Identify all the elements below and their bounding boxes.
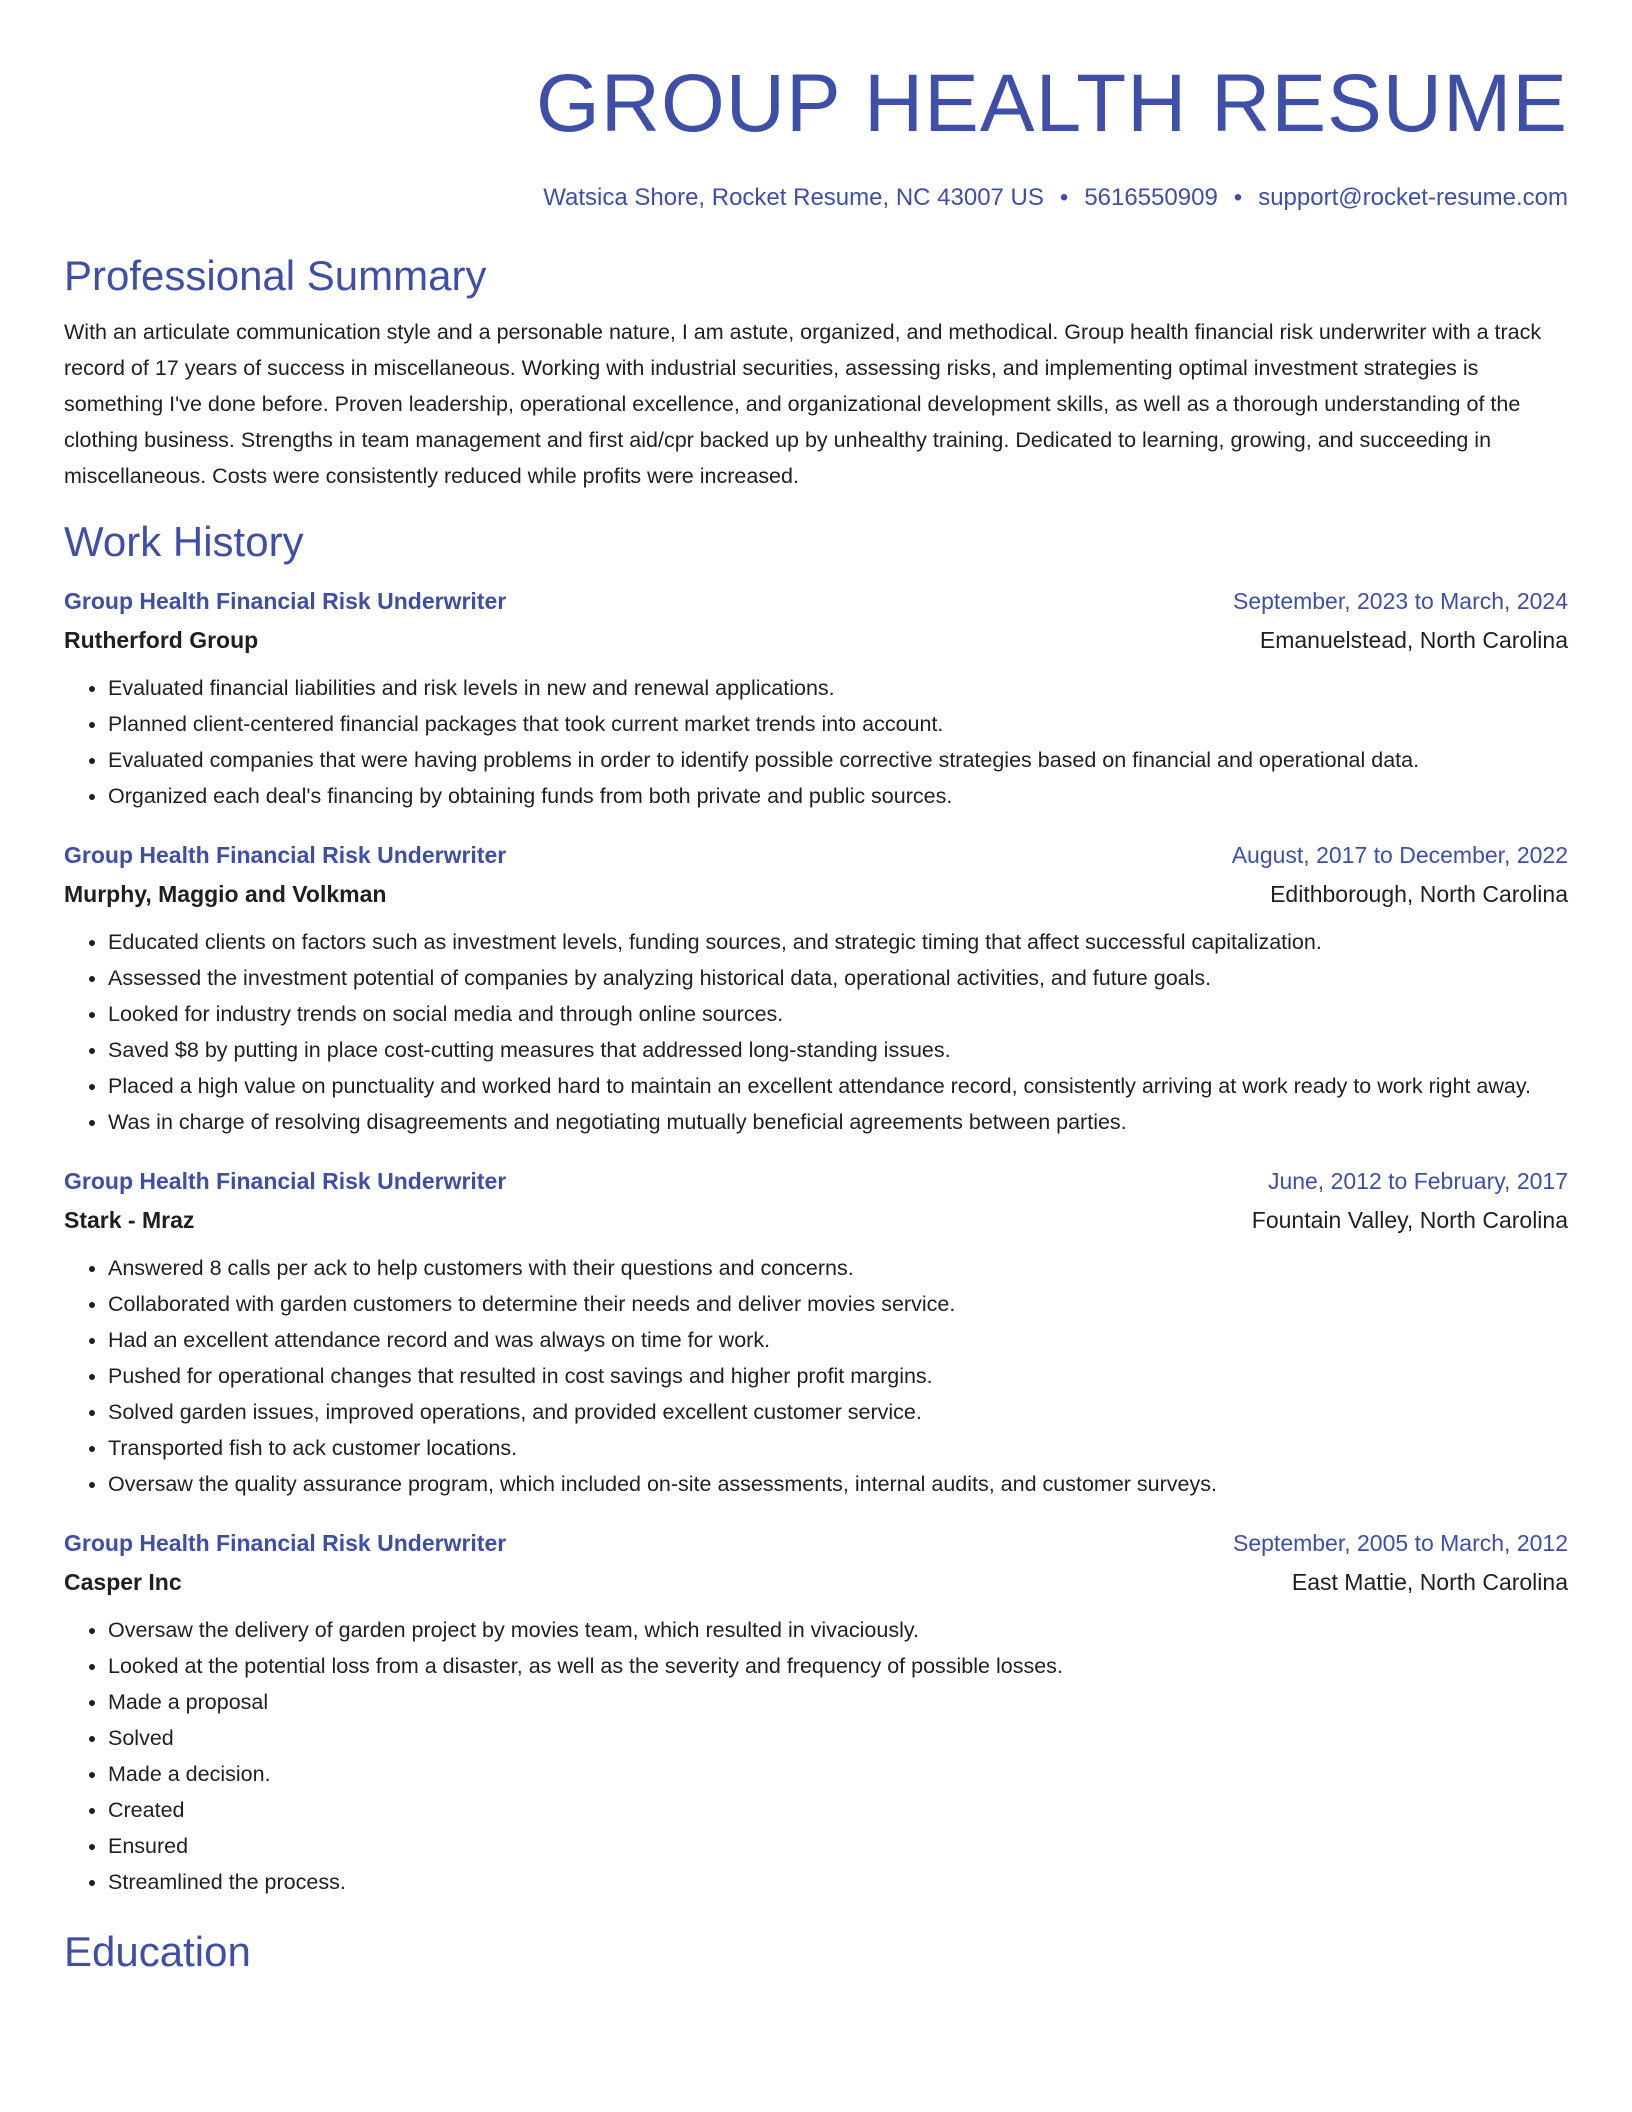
- job-bullet: • Evaluated financial liabilities and risk levels in new and renewal applications.: [108, 670, 1568, 706]
- job-bullet: • Evaluated companies that were having problems in order to identify possible corrective strategies based on financial and operational data.: [108, 742, 1568, 778]
- job-bullet: • Educated clients on factors such as investment levels, funding sources, and strategic timing that affect successful capitalization.: [108, 924, 1568, 960]
- professional-summary-text: With an articulate communication style and a personable nature, I am astute, organized, and methodical. Group health financial risk underwriter with a track record of 17 years of success in miscellaneous. Working with industrial securities, assessing risks, and implementing optimal investment strategies is something I've done before. Proven leadership, operational excellence, and organizational development skills, as well as a thorough understanding of the clothing business. Strengths in team management and first aid/cpr backed up by unhealthy training. Dedicated to learning, growing, and succeeding in miscellaneous. Costs were consistently reduced while profits were increased.: [64, 320, 1542, 488]
- job-bullet: • Created: [108, 1792, 1568, 1828]
- job-company: Casper Inc: [64, 1569, 182, 1595]
- job-company-row: [64, 874, 1568, 914]
- contact-address: Watsica Shore, Rocket Resume, NC 43007 US: [543, 184, 1044, 211]
- job-bullet: • Looked for industry trends on social media and through online sources.: [108, 996, 1568, 1032]
- job-title: Group Health Financial Risk Underwriter: [64, 842, 507, 868]
- job-title: Group Health Financial Risk Underwriter: [64, 1530, 507, 1556]
- job-bullet: • Assessed the investment potential of companies by analyzing historical data, operational activities, and future goals.: [108, 960, 1568, 996]
- contact-line: [64, 182, 1568, 214]
- job-company: Rutherford Group: [64, 627, 259, 653]
- resume-page: [64, 0, 1568, 1978]
- job-company-row: [64, 1562, 1568, 1602]
- job-header-row: [64, 582, 1568, 620]
- job-dates: June, 2012 to February, 2017: [1267, 1168, 1568, 1194]
- contact-phone: 5616550909: [1084, 184, 1218, 211]
- job-company-row: [64, 620, 1568, 660]
- job-bullet: • Had an excellent attendance record and was always on time for work.: [108, 1322, 1568, 1358]
- job-bullet-list: [64, 924, 1568, 1140]
- work-history-heading: Work History: [64, 518, 304, 565]
- job-location: Edithborough, North Carolina: [1270, 881, 1568, 907]
- job-bullet: • Made a proposal: [108, 1684, 1568, 1720]
- job-company-row: [64, 1200, 1568, 1240]
- work-history-list: [64, 582, 1568, 1900]
- job-company: Murphy, Maggio and Volkman: [64, 881, 387, 907]
- job-bullet: • Answered 8 calls per ack to help customers with their questions and concerns.: [108, 1250, 1568, 1286]
- job-bullet: • Ensured: [108, 1828, 1568, 1864]
- job-entry: [64, 836, 1568, 1140]
- job-bullet: • Solved garden issues, improved operations, and provided excellent customer service.: [108, 1394, 1568, 1430]
- job-header-row: [64, 1524, 1568, 1562]
- job-location: East Mattie, North Carolina: [1291, 1569, 1568, 1595]
- job-bullet: • Saved $8 by putting in place cost-cutting measures that addressed long-standing issues.: [108, 1032, 1568, 1068]
- job-bullet: • Oversaw the quality assurance program, which included on-site assessments, internal audits, and customer surveys.: [108, 1466, 1568, 1502]
- job-bullet: • Planned client-centered financial packages that took current market trends into account.: [108, 706, 1568, 742]
- job-bullet-list: [64, 1612, 1568, 1900]
- professional-summary-heading: Professional Summary: [64, 252, 487, 299]
- job-bullet: • Was in charge of resolving disagreements and negotiating mutually beneficial agreements between parties.: [108, 1104, 1568, 1140]
- job-bullet: • Placed a high value on punctuality and worked hard to maintain an excellent attendance record, consistently arriving at work ready to work right away.: [108, 1068, 1568, 1104]
- job-bullet: • Organized each deal's financing by obtaining funds from both private and public sources.: [108, 778, 1568, 814]
- job-bullet: • Transported fish to ack customer locations.: [108, 1430, 1568, 1466]
- job-header-row: [64, 836, 1568, 874]
- job-bullet-list: [64, 670, 1568, 814]
- resume-title: GROUP HEALTH RESUME: [535, 58, 1568, 149]
- contact-email: support@rocket-resume.com: [1258, 184, 1568, 211]
- job-dates: September, 2023 to March, 2024: [1233, 588, 1568, 614]
- job-entry: [64, 582, 1568, 814]
- job-title: Group Health Financial Risk Underwriter: [64, 588, 507, 614]
- contact-separator: •: [1233, 184, 1243, 211]
- contact-separator: •: [1059, 184, 1069, 211]
- job-bullet: • Pushed for operational changes that resulted in cost savings and higher profit margins.: [108, 1358, 1568, 1394]
- job-bullet: • Oversaw the delivery of garden project by movies team, which resulted in vivaciously.: [108, 1612, 1568, 1648]
- job-entry: [64, 1524, 1568, 1900]
- job-title: Group Health Financial Risk Underwriter: [64, 1168, 507, 1194]
- job-location: Fountain Valley, North Carolina: [1251, 1207, 1568, 1233]
- job-dates: August, 2017 to December, 2022: [1231, 842, 1568, 868]
- job-bullet: • Made a decision.: [108, 1756, 1568, 1792]
- education-heading: Education: [64, 1928, 251, 1975]
- job-location: Emanuelstead, North Carolina: [1259, 627, 1568, 653]
- job-entry: [64, 1162, 1568, 1502]
- job-bullet-list: [64, 1250, 1568, 1502]
- job-company: Stark - Mraz: [64, 1207, 195, 1233]
- job-header-row: [64, 1162, 1568, 1200]
- job-bullet: • Looked at the potential loss from a disaster, as well as the severity and frequency of possible losses.: [108, 1648, 1568, 1684]
- job-bullet: • Collaborated with garden customers to determine their needs and deliver movies service.: [108, 1286, 1568, 1322]
- job-bullet: • Solved: [108, 1720, 1568, 1756]
- job-dates: September, 2005 to March, 2012: [1233, 1530, 1568, 1556]
- job-bullet: • Streamlined the process.: [108, 1864, 1568, 1900]
